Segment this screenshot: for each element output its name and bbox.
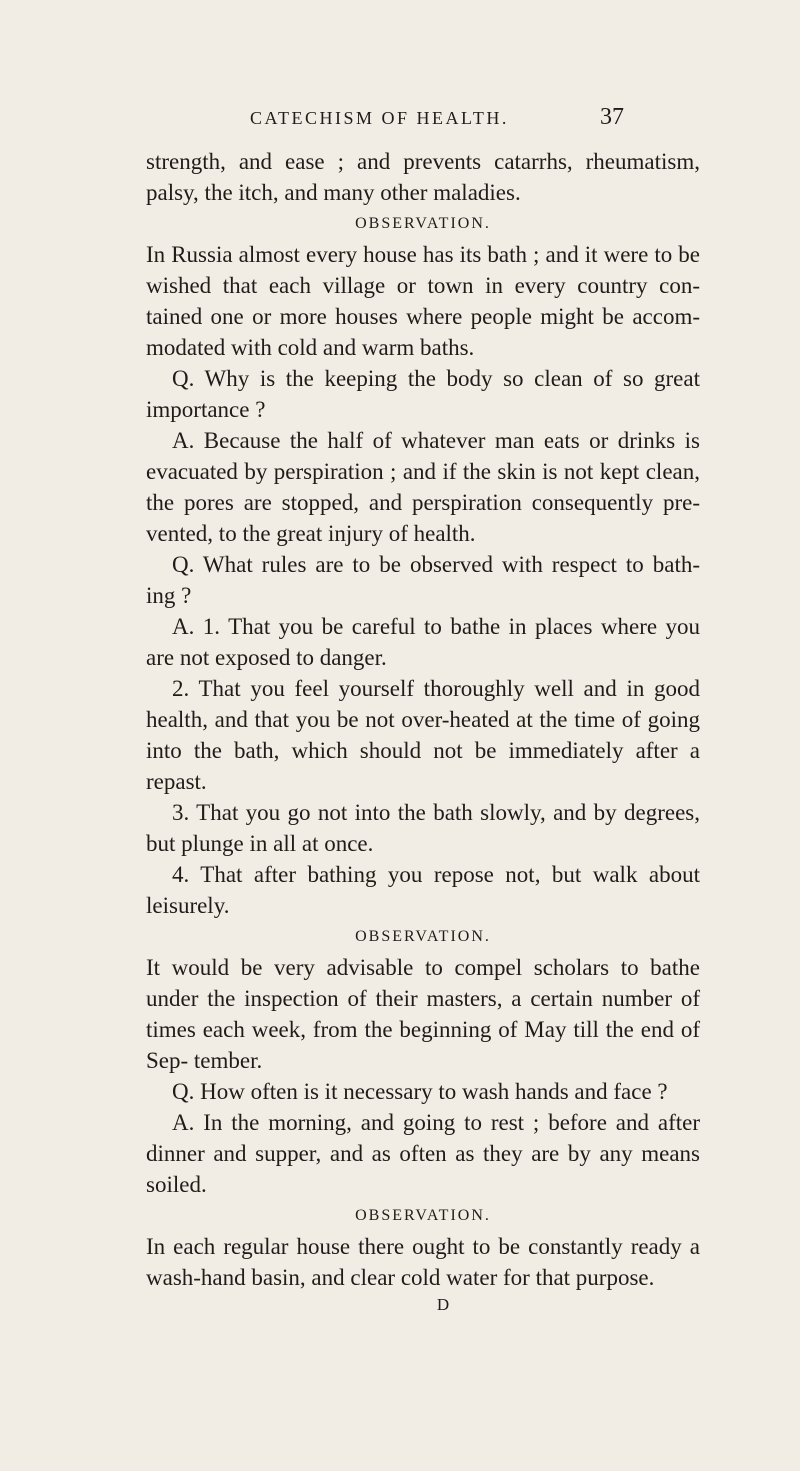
observation-heading-2: OBSERVATION. (355, 928, 491, 945)
page-body (146, 146, 700, 1317)
question-3: Q. How often is it necessary to wash hands and face ? (172, 1079, 668, 1104)
question-1: Q. Why is the keeping the body so clean of so great importance ? (146, 366, 700, 422)
answer-2-rule-1: A. 1. That you be careful to bathe in places where you are not exposed to danger. (146, 614, 700, 670)
page-number: 37 (600, 104, 624, 130)
page-header (0, 104, 800, 138)
observation-text-2: It would be very advisable to compel scholars to bathe under the inspection of their masters, a certain number of times each week, from the beginning of May till the end of Sep- tember. (146, 955, 700, 1073)
answer-2-rule-2: 2. That you feel yourself thoroughly well and in good health, and that you be not over-heated at the time of going into the bath, which should not be immediately after a repast. (146, 676, 700, 794)
observation-text-1: In Russia almost every house has its bath ; and it were to be wished that each village or town in every country con- tained one or more houses where people might be accom- modated with cold and warm baths. (146, 242, 700, 360)
paragraph-continuation: strength, and ease ; and prevents catarrhs, rheumatism, palsy, the itch, and many other maladies. (146, 149, 700, 205)
observation-text-3: In each regular house there ought to be constantly ready a wash-hand basin, and clear cold water for that purpose. (146, 1234, 700, 1290)
answer-1: A. Because the half of whatever man eats or drinks is evacuated by perspiration ; and if the skin is not kept clean, the pores are stopped, and perspiration consequently pre- vented, to the great injury of health. (146, 428, 700, 546)
question-2: Q. What rules are to be observed with respect to bath- ing ? (146, 552, 700, 608)
observation-heading-1: OBSERVATION. (355, 215, 491, 232)
running-head: CATECHISM OF HEALTH. (250, 108, 509, 128)
answer-2-rule-3: 3. That you go not into the bath slowly, and by degrees, but plunge in all at once. (146, 800, 700, 856)
signature-mark: D (436, 1295, 450, 1314)
answer-3: A. In the morning, and going to rest ; before and after dinner and supper, and as often as they are by any means soiled. (146, 1110, 700, 1197)
observation-heading-3: OBSERVATION. (355, 1207, 491, 1224)
answer-2-rule-4: 4. That after bathing you repose not, but walk about leisurely. (146, 862, 700, 918)
